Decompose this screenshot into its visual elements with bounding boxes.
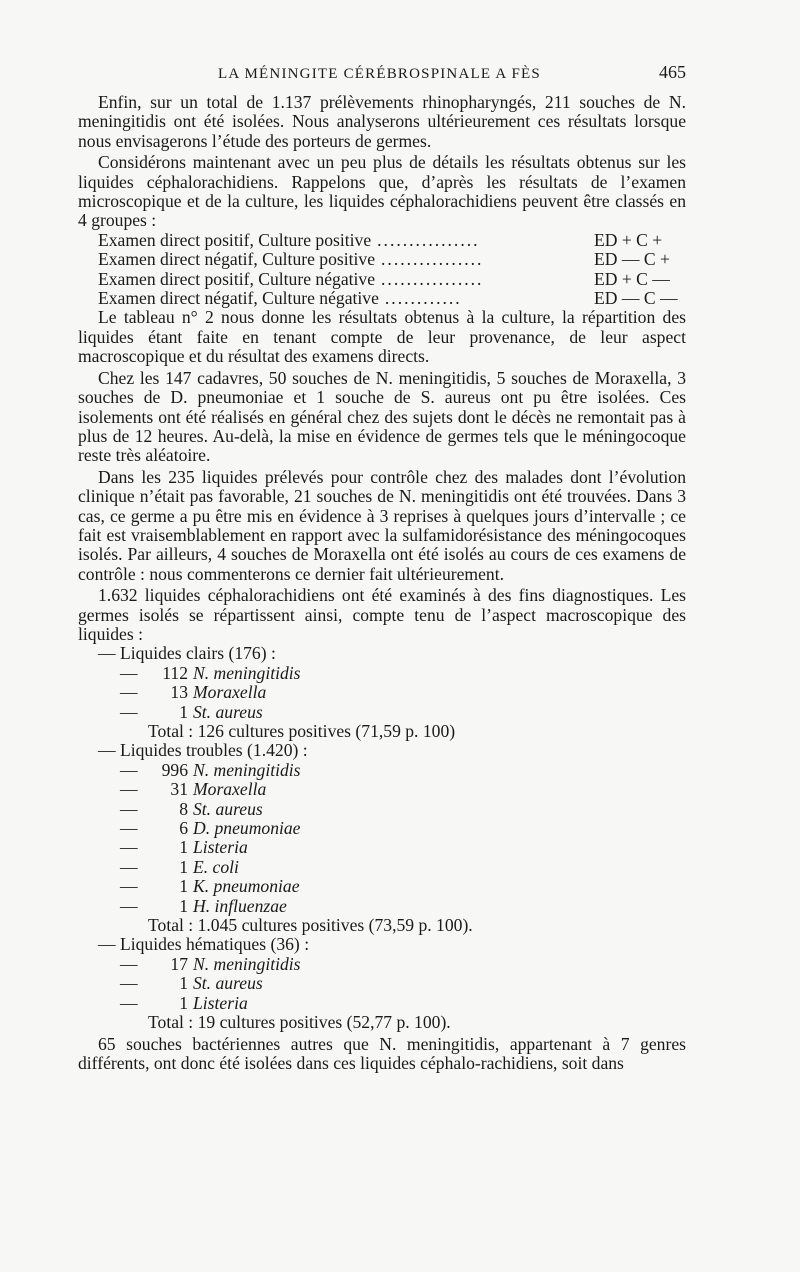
item-count: 13 — [170, 682, 188, 703]
item-dash: — — [120, 837, 138, 858]
item-dash: — — [120, 798, 138, 819]
item-count: 996 — [161, 759, 188, 780]
list-item — [78, 955, 686, 974]
list-item — [78, 761, 686, 780]
list-item — [78, 780, 686, 799]
group-row — [98, 289, 686, 308]
item-species: K. pneumoniae — [193, 876, 300, 897]
liquide-category-title: — Liquides clairs (176) : — [98, 643, 276, 664]
item-species: N. meningitidis — [193, 662, 301, 683]
item-species: D. pneumoniae — [193, 818, 301, 839]
list-item — [78, 703, 686, 722]
item-species: N. meningitidis — [193, 759, 301, 780]
item-dash: — — [120, 856, 138, 877]
item-count: 1 — [179, 701, 188, 722]
item-dash: — — [120, 779, 138, 800]
item-count: 17 — [170, 953, 188, 974]
group-row — [98, 231, 686, 250]
item-dash: — — [120, 701, 138, 722]
page — [78, 62, 686, 1073]
item-count: 112 — [162, 662, 188, 683]
paragraph-3: Le tableau n° 2 nous donne les résultats obtenus à la culture, la répartition des liquides étant faite en tenant compte de leur provenance, de leur aspect macroscopique et du résultat des examens directs. — [78, 307, 686, 367]
item-dash: — — [120, 682, 138, 703]
leader-dots: ................ — [381, 269, 484, 289]
groups-list — [78, 231, 686, 309]
item-species: St. aureus — [193, 701, 263, 722]
list-item — [78, 838, 686, 857]
group-code: ED — C — — [594, 288, 678, 309]
paragraph-5: Dans les 235 liquides prélevés pour contrôle chez des malades dont l’évolution clinique n’était pas favorable, 21 souches de N. meningitidis ont été trouvées. Dans 3 cas, ce germe a pu être mis en évidence à 3 reprises à quelques jours d’intervalle ; ce fait est vraisemblablement en rapport avec la sulfamidorésistance des méningocoques isolés. Par ailleurs, 4 souches de Moraxella ont été isolés au cours de ces examens de contrôle : nous commenterons ce dernier fait ultérieurement. — [78, 466, 686, 584]
item-dash: — — [120, 876, 138, 897]
category-total: Total : 126 cultures positives (71,59 p. 100) — [148, 721, 456, 741]
list-item — [78, 897, 686, 916]
item-count: 31 — [170, 779, 188, 800]
item-species: H. influenzae — [193, 895, 287, 916]
item-species: E. coli — [193, 856, 239, 877]
paragraph-6: 1.632 liquides céphalorachidiens ont été examinés à des fins diagnostiques. Les germes isolés se répartissent ainsi, compte tenu de l’aspect macroscopique des liquides : — [78, 585, 686, 644]
leader-dots: ................ — [381, 250, 484, 270]
item-species: Moraxella — [193, 682, 267, 703]
paragraph-2: Considérons maintenant avec un peu plus de détails les résultats obtenus sur les liquides céphalorachidiens. Rappelons que, d’après les résultats de l’examen microscopique et de la culture, les liquides céphalorachidiens peuvent être classés en 4 groupes : — [78, 152, 686, 231]
running-title: LA MÉNINGITE CÉRÉBROSPINALE A FÈS — [218, 66, 541, 82]
item-species: Moraxella — [193, 779, 267, 800]
item-dash: — — [120, 953, 138, 974]
item-species: Listeria — [193, 992, 248, 1013]
group-label: Examen direct négatif, Culture positive — [98, 249, 376, 270]
list-item — [78, 974, 686, 993]
list-item — [78, 664, 686, 683]
group-code: ED + C + — [594, 229, 663, 250]
leader-dots: ............ — [384, 289, 462, 309]
group-label: Examen direct négatif, Culture négative — [98, 288, 379, 309]
item-count: 1 — [179, 992, 188, 1013]
paragraph-4: Chez les 147 cadavres, 50 souches de N. meningitidis, 5 souches de Moraxella, 3 souches de D. pneumoniae et 1 souche de S. aureus ont pu être isolées. Ces isolements ont été réalisés en général chez des sujets dont le décès ne remontait pas à plus de 12 heures. Au-delà, la mise en évidence de germes tels que le méningocoque reste très aléatoire. — [78, 367, 686, 466]
item-count: 1 — [179, 837, 188, 858]
item-dash: — — [120, 662, 138, 683]
list-item — [78, 877, 686, 896]
liquides-list — [78, 644, 686, 1032]
list-item — [78, 994, 686, 1013]
item-count: 1 — [179, 973, 188, 994]
list-item — [78, 800, 686, 819]
liquide-category-title: — Liquides troubles (1.420) : — [98, 740, 308, 761]
item-dash: — — [120, 973, 138, 994]
leader-dots: ................ — [377, 230, 480, 250]
page-header — [78, 62, 686, 83]
item-count: 1 — [179, 876, 188, 897]
item-count: 6 — [179, 818, 188, 839]
group-code: ED + C — — [594, 268, 670, 289]
list-item — [78, 819, 686, 838]
group-label: Examen direct positif, Culture négative — [98, 268, 376, 289]
category-total: Total : 19 cultures positives (52,77 p. 100). — [148, 1012, 451, 1033]
group-label: Examen direct positif, Culture positive — [98, 229, 372, 250]
item-species: Listeria — [193, 837, 248, 858]
item-dash: — — [120, 992, 138, 1013]
group-row — [98, 270, 686, 289]
list-item — [78, 683, 686, 702]
page-number: 465 — [659, 62, 686, 82]
item-species: St. aureus — [193, 973, 263, 994]
list-item — [78, 858, 686, 877]
group-row — [98, 250, 686, 269]
paragraph-7: 65 souches bactériennes autres que N. meningitidis, appartenant à 7 genres différents, ont donc été isolées dans ces liquides céphalo-rachidiens, soit dans — [78, 1033, 686, 1073]
item-dash: — — [120, 818, 138, 839]
item-count: 1 — [179, 895, 188, 916]
group-code: ED — C + — [594, 249, 670, 270]
item-count: 1 — [179, 856, 188, 877]
item-count: 8 — [179, 798, 188, 819]
item-species: N. meningitidis — [193, 953, 301, 974]
category-total: Total : 1.045 cultures positives (73,59 p. 100). — [148, 915, 473, 936]
item-dash: — — [120, 759, 138, 780]
paragraph-1: Enfin, sur un total de 1.137 prélèvements rhinopharyngés, 211 souches de N. meningitidis ont été isolées. Nous analyserons ultérieurement ces résultats lorsque nous envisagerons l’étude des porteurs de germes. — [78, 92, 686, 151]
item-dash: — — [120, 895, 138, 916]
liquide-category-title: — Liquides hématiques (36) : — [98, 934, 310, 955]
item-species: St. aureus — [193, 798, 263, 819]
